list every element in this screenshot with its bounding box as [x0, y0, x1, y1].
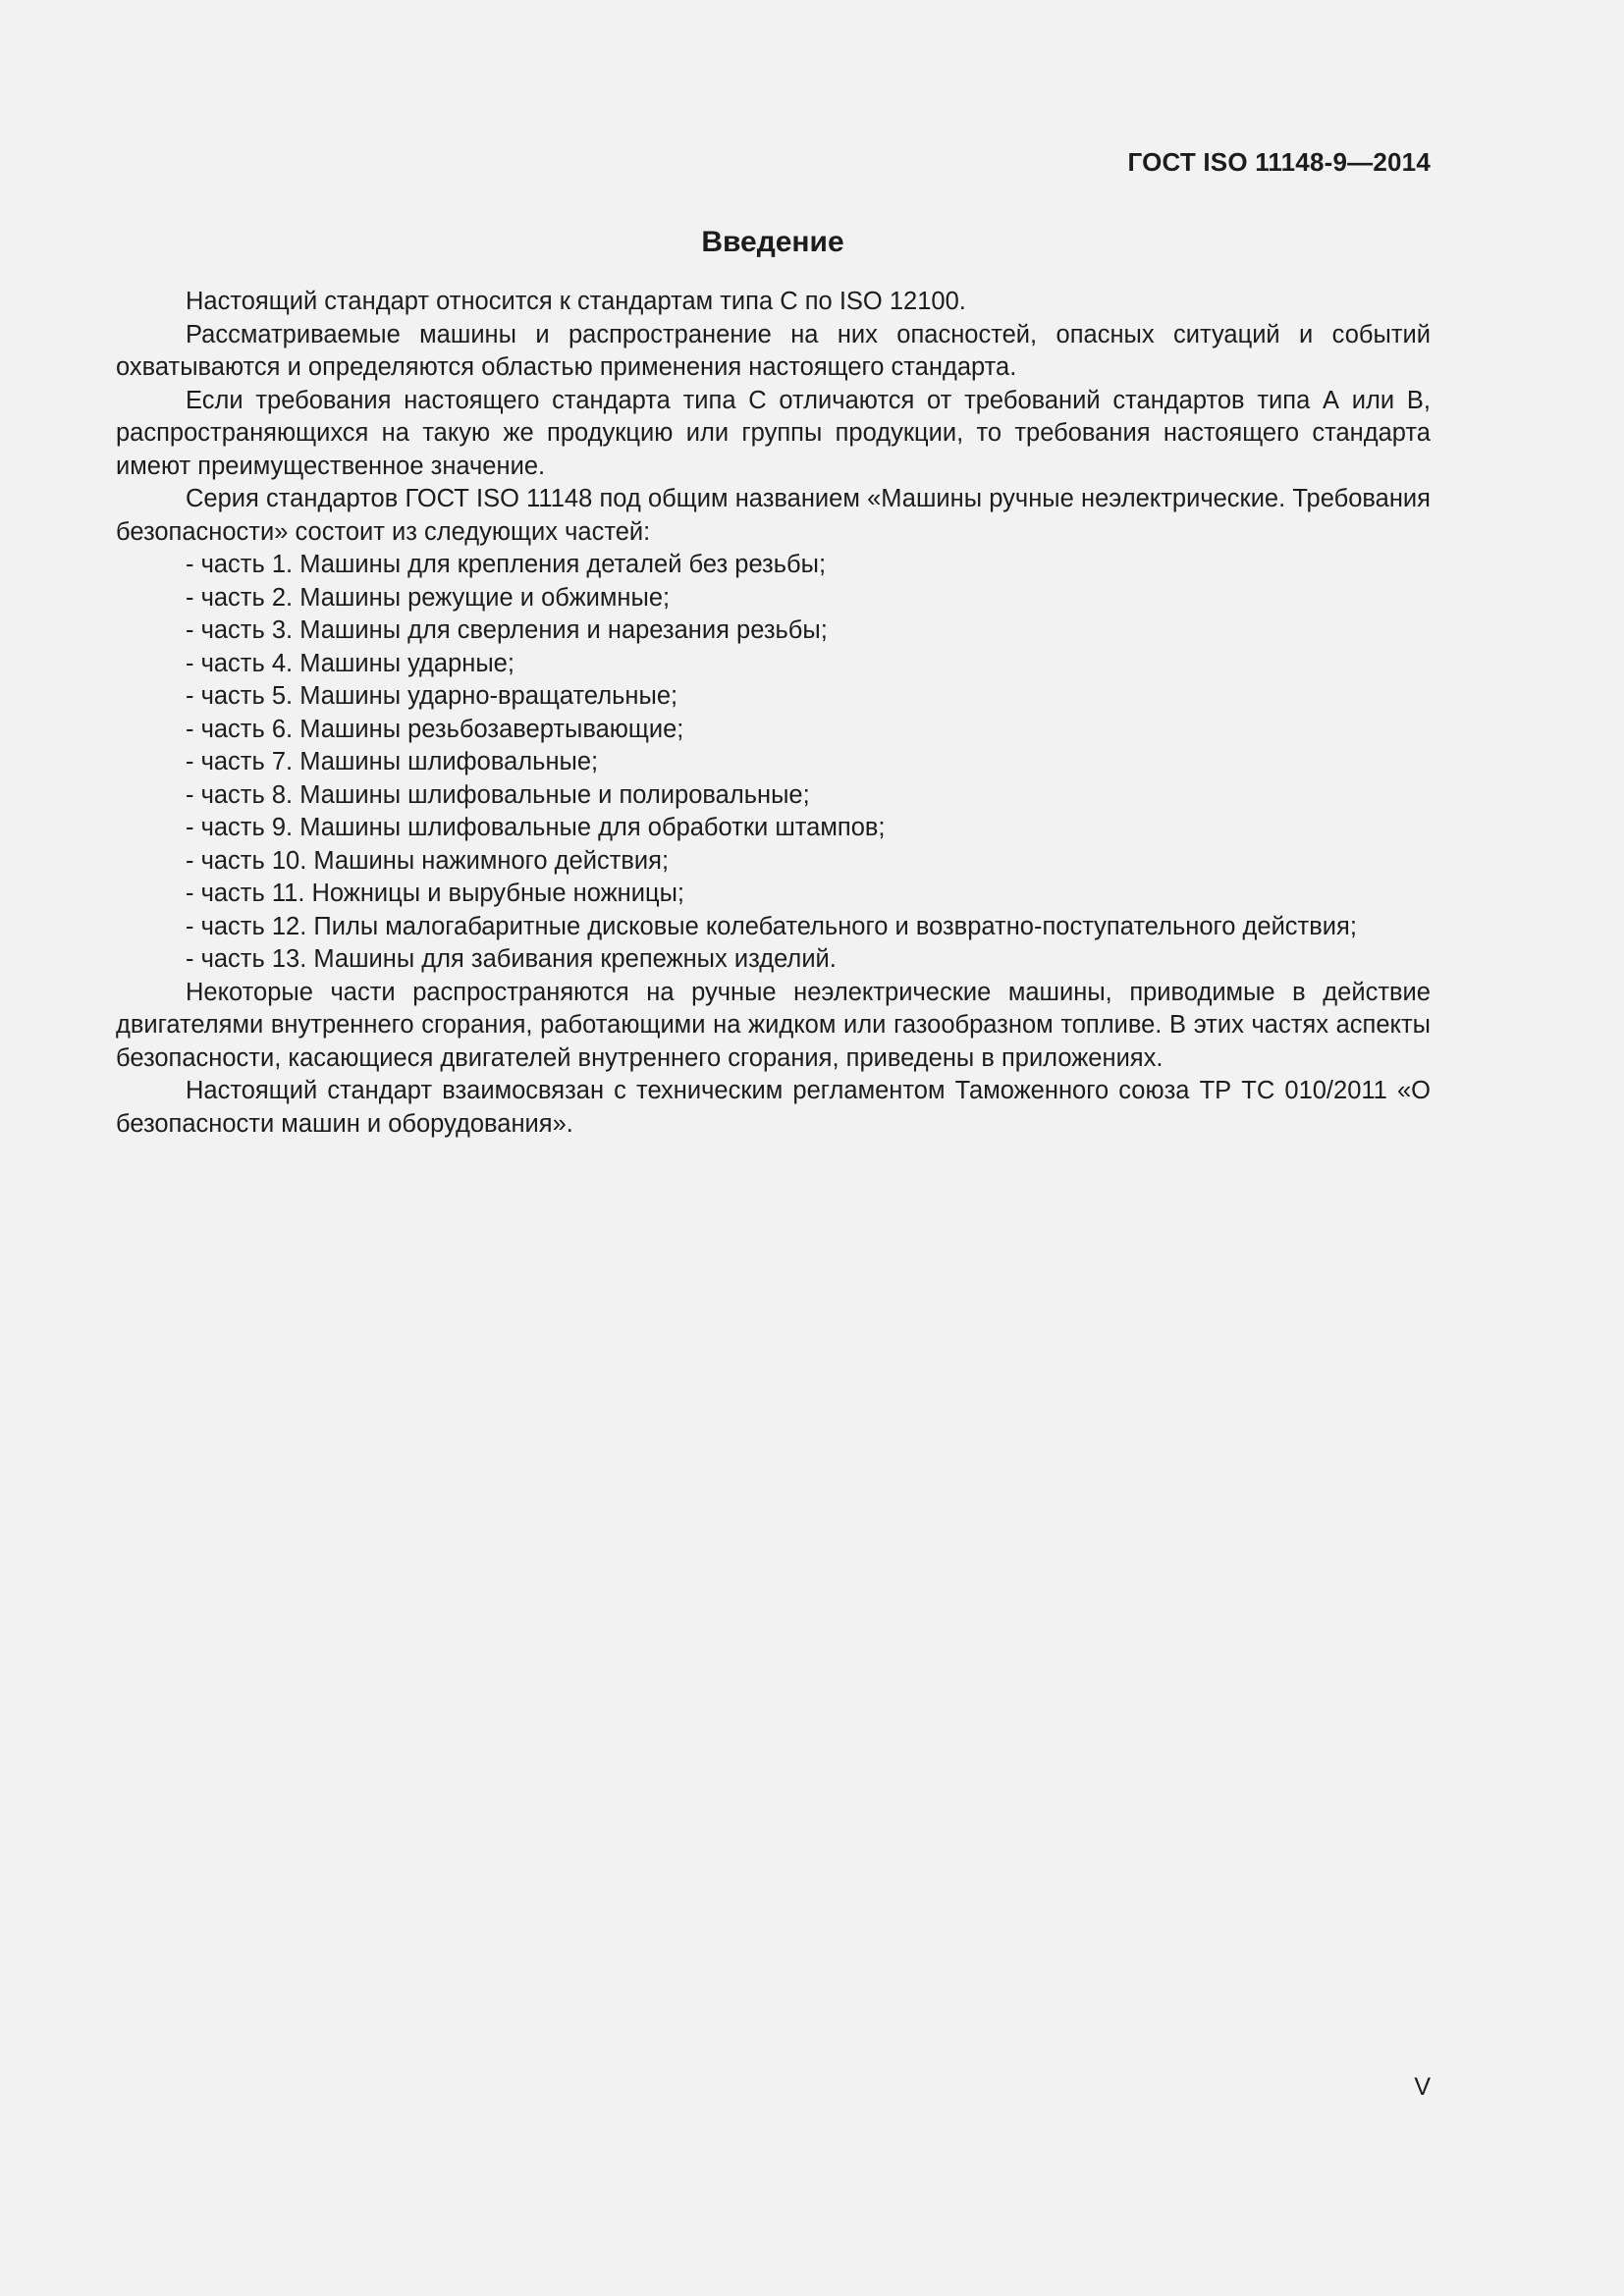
list-item: - часть 9. Машины шлифовальные для обработки штампов; [186, 814, 886, 841]
document-code-header: ГОСТ ISO 11148-9—2014 [1127, 147, 1431, 177]
list-item: - часть 3. Машины для сверления и нарезания резьбы; [186, 616, 828, 644]
list-item: - часть 1. Машины для крепления деталей без резьбы; [186, 551, 827, 578]
page-number: V [1414, 2073, 1431, 2101]
section-title: Введение [701, 226, 844, 258]
list-item: - часть 10. Машины нажимного действия; [186, 846, 670, 875]
paragraph-series-intro: Серия стандартов ГОСТ ISO 11148 под общим названием «Машины ручные неэлектрические. Требования безопасности» состоит из следующих частей: [116, 485, 1431, 546]
list-item: - часть 12. Пилы малогабаритные дисковые колебательного и возвратно-поступательного действия; [186, 912, 1357, 940]
paragraph-scope-type-c: Настоящий стандарт относится к стандартам типа С по ISO 12100. [186, 288, 966, 315]
paragraph-priority-requirements: Если требования настоящего стандарта типа С отличаются от требований стандартов типа А или В, распространяющихся на такую же продукцию или группы продукции, то требования настоящего стандарта имеют преимущественное значение. [116, 386, 1431, 480]
paragraph-hazards-coverage: Рассматриваемые машины и распространение на них опасностей, опасных ситуаций и событий охватываются и определяются областью применения настоящего стандарта. [116, 320, 1431, 381]
list-item: - часть 6. Машины резьбозавертывающие; [186, 715, 684, 743]
list-item: - часть 5. Машины ударно-вращательные; [186, 682, 678, 710]
list-item: - часть 2. Машины режущие и обжимные; [186, 583, 671, 612]
parts-list [116, 549, 1431, 977]
paragraph-technical-regulation: Настоящий стандарт взаимосвязан с техническим регламентом Таможенного союза ТР ТС 010/2011 «О безопасности машин и оборудования». [116, 1077, 1431, 1138]
list-item: - часть 11. Ножницы и вырубные ножницы; [186, 880, 684, 907]
list-item: - часть 4. Машины ударные; [186, 649, 514, 677]
list-item: - часть 7. Машины шлифовальные; [186, 748, 599, 775]
list-item: - часть 8. Машины шлифовальные и полировальные; [186, 780, 810, 809]
list-item: - часть 13. Машины для забивания крепежных изделий. [186, 945, 837, 973]
body-text [116, 286, 1431, 1141]
paragraph-internal-combustion: Некоторые части распространяются на ручные неэлектрические машины, приводимые в действие двигателями внутреннего сгорания, работающими на жидком или газообразном топливе. В этих частях аспекты безопасности, касающиеся двигателей внутреннего сгорания, приведены в приложениях. [116, 978, 1431, 1072]
